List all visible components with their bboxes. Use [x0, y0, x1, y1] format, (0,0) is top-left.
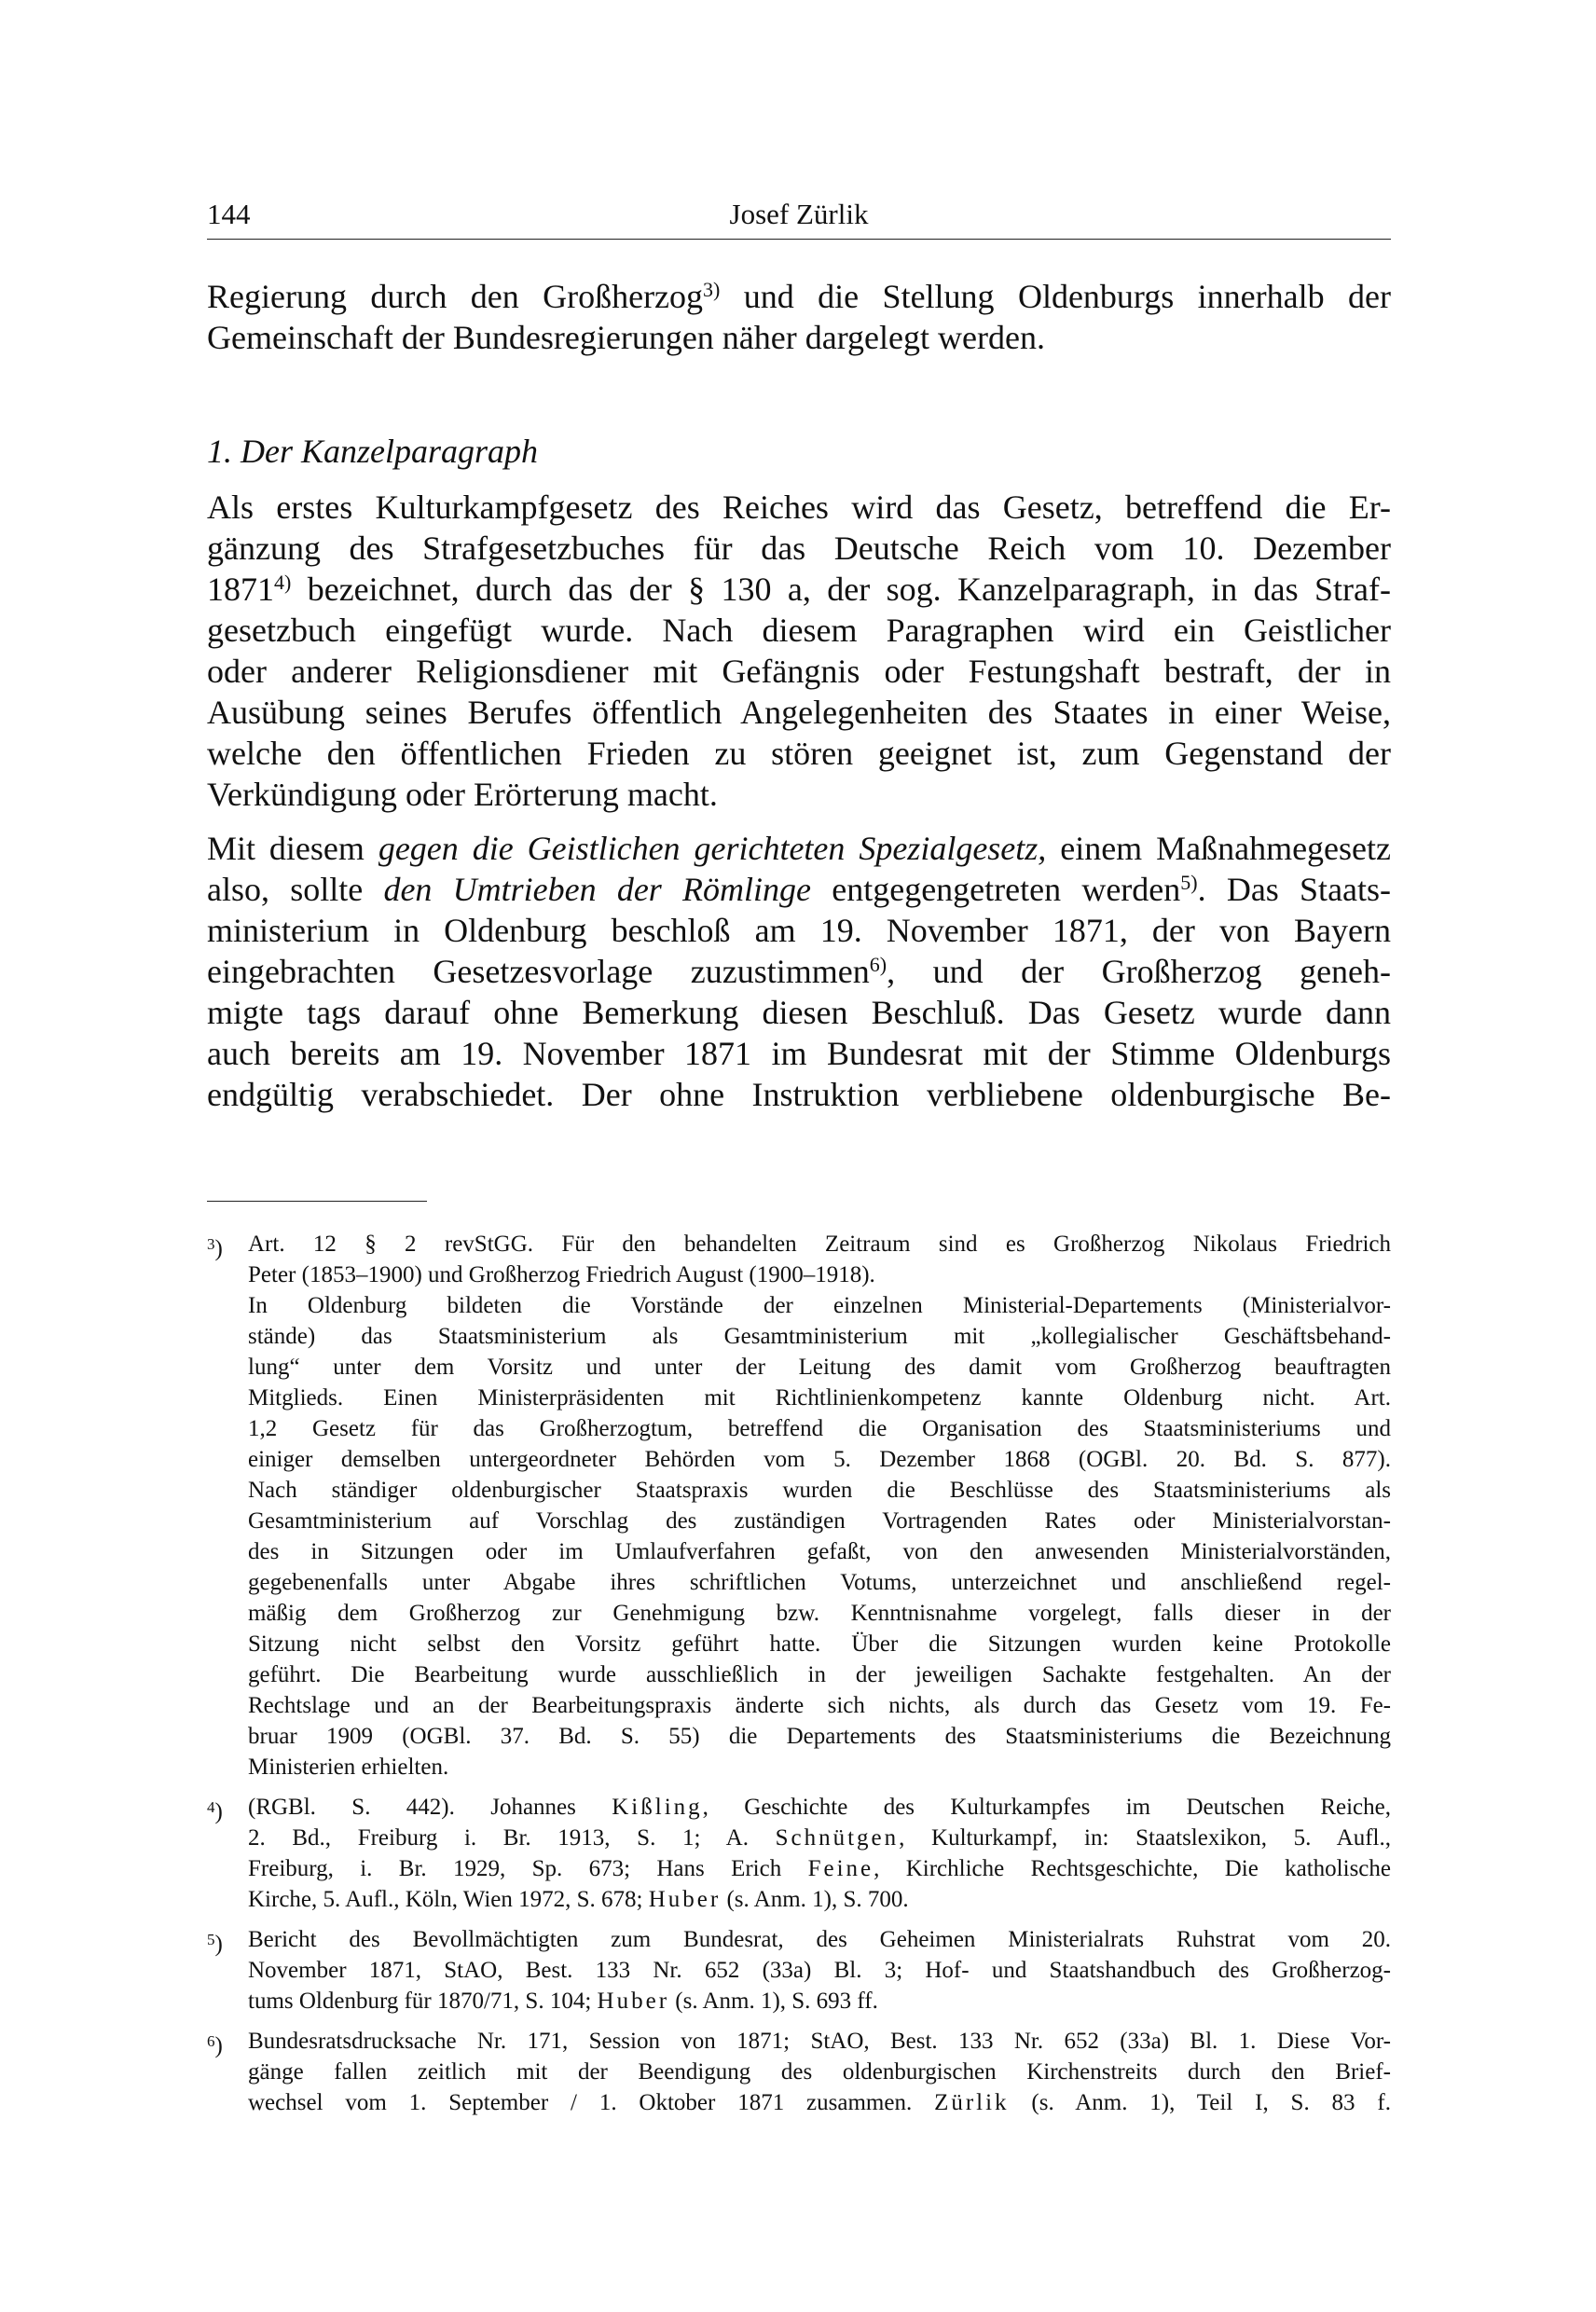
- text-line: migte tags darauf ohne Bemerkung diesen Beschluß. Das Gesetz wurde dann: [207, 994, 1391, 1031]
- spaced-author-name: Feine: [807, 1856, 874, 1881]
- footnotes: [207, 1229, 1391, 2127]
- footnote-separator: [207, 1201, 427, 1202]
- footnote-line: tums Oldenburg für 1870/71, S. 104; Huber (s. Anm. 1), S. 693 ff.: [248, 1989, 878, 2014]
- footnote-line: Gesamtministerium auf Vorschlag des zuständigen Vortragenden Rates oder Ministerialvorstan-: [248, 1508, 1391, 1534]
- running-header: [207, 196, 1391, 240]
- text-line: endgültig verabschiedet. Der ohne Instruktion verbliebene oldenburgische Be-: [207, 1076, 1391, 1113]
- footnote-line: Bundesratsdrucksache Nr. 171, Session von 1871; StAO, Best. 133 Nr. 652 (33a) Bl. 1. Diese Vor-: [248, 2029, 1391, 2054]
- text-line: Verkündigung oder Erörterung macht.: [207, 776, 718, 813]
- footnote-ref-5[interactable]: 5): [1180, 871, 1198, 894]
- footnote-ref-4[interactable]: 4): [274, 571, 292, 594]
- paragraph-2: [207, 828, 1391, 1115]
- text-line: auch bereits am 19. November 1871 im Bundesrat mit der Stimme Oldenburgs: [207, 1035, 1391, 1072]
- footnote-ref-6[interactable]: 6): [869, 953, 887, 976]
- footnote-line: einiger demselben untergeordneter Behörden vom 5. Dezember 1868 (OGBl. 20. Bd. S. 877).: [248, 1447, 1391, 1472]
- footnote-ref-3[interactable]: 3): [703, 278, 721, 301]
- footnote-6: [207, 2026, 1391, 2118]
- footnote-4: [207, 1792, 1391, 1915]
- footnote-line: Nach ständiger oldenburgischer Staatspraxis wurden die Beschlüsse des Staatsministeriums als: [248, 1478, 1391, 1503]
- footnote-line: mäßig dem Großherzog zur Genehmigung bzw. Kenntnisnahme vorgelegt, falls dieser in der: [248, 1601, 1391, 1626]
- spaced-author-name: Huber: [597, 1989, 670, 2014]
- footnote-line: November 1871, StAO, Best. 133 Nr. 652 (33a) Bl. 3; Hof- und Staatshandbuch des Großherzog-: [248, 1958, 1391, 1983]
- text-line: eingebrachten Gesetzesvorlage zuzustimmen$^{6)}$, und der Großherzog geneh-: [207, 953, 1392, 990]
- text-line: Als erstes Kulturkampfgesetz des Reiches wird das Gesetz, betreffend die Er-: [207, 489, 1391, 526]
- paragraph-1: [207, 487, 1391, 815]
- spaced-author-name: Zürlik: [934, 2090, 1010, 2115]
- footnote-line: lung“ unter dem Vorsitz und unter der Leitung des damit vom Großherzog beauftragten: [248, 1355, 1391, 1380]
- page-number: 144: [207, 198, 251, 230]
- footnote-line: Kirche, 5. Aufl., Köln, Wien 1972, S. 678; Huber (s. Anm. 1), S. 700.: [248, 1887, 909, 1912]
- footnote-line: bruar 1909 (OGBl. 37. Bd. S. 55) die Departements des Staatsministeriums die Bezeichnung: [248, 1724, 1391, 1749]
- running-head-author: Josef Zürlik: [729, 198, 869, 230]
- text-line: gesetzbuch eingefügt wurde. Nach diesem Paragraphen wird ein Geistlicher: [207, 612, 1391, 649]
- footnote-marker: $^3$): [207, 1235, 223, 1261]
- footnote-line: In Oldenburg bildeten die Vorstände der einzelnen Ministerial-Departements (Ministerialvor-: [248, 1293, 1391, 1318]
- footnote-line: Rechtslage und an der Bearbeitungspraxis änderte sich nichts, als durch das Gesetz vom 19. Fe-: [248, 1693, 1391, 1718]
- footnote-line: Peter (1853–1900) und Großherzog Friedrich August (1900–1918).: [248, 1262, 875, 1287]
- footnote-line: gegebenenfalls unter Abgabe ihres schriftlichen Votums, unterzeichnet und anschließend regel-: [248, 1570, 1391, 1595]
- footnote-line: 1,2 Gesetz für das Großherzogtum, betreffend die Organisation des Staatsministeriums und: [248, 1416, 1391, 1441]
- text-line: also, sollte den Umtrieben der Römlinge entgegengetreten werden$^{5)}$. Das Staats-: [207, 871, 1392, 908]
- text-line: 1871$^{4)}$ bezeichnet, durch das der § 130 a, der sog. Kanzelparagraph, in das Straf-: [207, 571, 1391, 608]
- text-line: welche den öffentlichen Frieden zu stören geeignet ist, zum Gegenstand der: [207, 735, 1391, 772]
- footnote-line: gänge fallen zeitlich mit der Beendigung des oldenburgischen Kirchenstreits durch den Brief-: [248, 2059, 1391, 2085]
- footnote-line: Mitglieds. Einen Ministerpräsidenten mit Richtlinienkompetenz kannte Oldenburg nicht. Art.: [248, 1385, 1391, 1411]
- footnote-marker: $^5$): [207, 1931, 223, 1957]
- footnote-line: 2. Bd., Freiburg i. Br. 1913, S. 1; A. Schnütgen, Kulturkampf, in: Staatslexikon, 5. Aufl.,: [248, 1825, 1391, 1851]
- text-line: Ausübung seines Berufes öffentlich Angelegenheiten des Staates in einer Weise,: [207, 694, 1391, 731]
- footnote-line: des in Sitzungen oder im Umlaufverfahren gefaßt, von den anwesenden Ministerialvorständen,: [248, 1539, 1391, 1564]
- emphasis: gegen die Geistlichen gerichteten Spezialgesetz,: [378, 830, 1047, 867]
- footnote-line: Art. 12 § 2 revStGG. Für den behandelten Zeitraum sind es Großherzog Nikolaus Friedrich: [248, 1232, 1391, 1257]
- spaced-author-name: Kißling: [612, 1795, 703, 1820]
- spaced-author-name: Schnütgen: [775, 1825, 900, 1851]
- footnote-line: geführt. Die Bearbeitung wurde ausschließlich in der jeweiligen Sachakte festgehalten. An der: [248, 1662, 1391, 1687]
- text-line: Gemeinschaft der Bundesregierungen näher dargelegt werden.: [207, 319, 1045, 356]
- text-line: oder anderer Religionsdiener mit Gefängnis oder Festungshaft bestraft, der in: [207, 653, 1391, 690]
- footnote-3: [207, 1229, 1391, 1782]
- footnote-line: Sitzung nicht selbst den Vorsitz geführt hatte. Über die Sitzungen wurden keine Protokolle: [248, 1631, 1391, 1657]
- footnote-marker: $^6$): [207, 2032, 223, 2058]
- footnote-line: Ministerien erhielten.: [248, 1755, 449, 1780]
- footnote-line: stände) das Staatsministerium als Gesamtministerium mit „kollegialischer Geschäftsbehand-: [248, 1324, 1391, 1349]
- footnote-marker: $^4$): [207, 1798, 223, 1824]
- text-line: ministerium in Oldenburg beschloß am 19. November 1871, der von Bayern: [207, 912, 1391, 949]
- emphasis: den Umtrieben der Römlinge: [383, 871, 812, 908]
- section-heading: 1. Der Kanzelparagraph: [207, 433, 539, 470]
- text-line: Regierung durch den Großherzog$^{3)}$ und die Stellung Oldenburgs innerhalb der: [207, 278, 1391, 315]
- footnote-line: wechsel vom 1. September / 1. Oktober 1871 zusammen. Zürlik (s. Anm. 1), Teil I, S. 83 f.: [248, 2090, 1391, 2115]
- footnote-5: [207, 1924, 1391, 2016]
- footnote-line: (RGBl. S. 442). Johannes Kißling, Geschichte des Kulturkampfes im Deutschen Reiche,: [248, 1795, 1391, 1820]
- text-line: Mit diesem gegen die Geistlichen gerichteten Spezialgesetz, einem Maßnahmegesetz: [207, 830, 1391, 867]
- spaced-author-name: Huber: [648, 1887, 722, 1912]
- footnote-line: Freiburg, i. Br. 1929, Sp. 673; Hans Erich Feine, Kirchliche Rechtsgeschichte, Die katholische: [248, 1856, 1391, 1881]
- text-line: gänzung des Strafgesetzbuches für das Deutsche Reich vom 10. Dezember: [207, 530, 1391, 567]
- main-text: [207, 276, 1391, 1115]
- footnote-line: Bericht des Bevollmächtigten zum Bundesrat, des Geheimen Ministerialrats Ruhstrat vom 20.: [248, 1927, 1391, 1952]
